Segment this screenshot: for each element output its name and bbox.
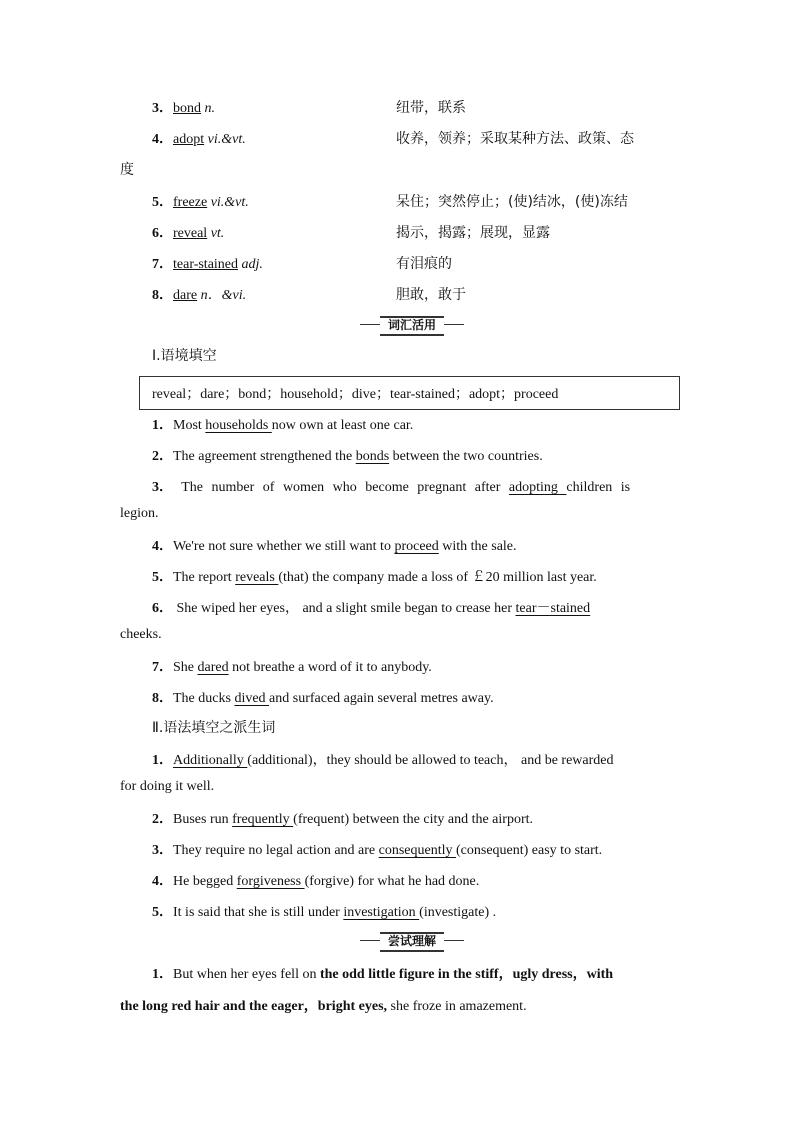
exercise-line: 5．It is said that she is still under investigation (investigate) . — [152, 905, 497, 920]
exercise-line: 4．He begged forgiveness (forgive) for what he had done. — [152, 874, 480, 889]
exercise-line: 4．We're not sure whether we still want to proceed with the sale. — [152, 539, 517, 554]
answer: proceed — [394, 539, 439, 554]
reading-sentence: 1．But when her eyes fell on the odd little figure in the stiff，ugly dress，with — [152, 967, 614, 982]
exercise-line: 5．The report reveals (that) the company made a loss of ￡20 million last year. — [152, 570, 597, 585]
part-of-speech: vi.&vt. — [207, 195, 249, 210]
exercise-line-wrap: legion. — [120, 506, 159, 521]
banner-label: 词汇活用 — [380, 316, 444, 336]
vocab-meaning: 胆敢，敢于 — [396, 287, 466, 303]
answer: dared — [197, 660, 229, 675]
highlighted-phrase: the odd little figure in the stiff，ugly dress，with — [319, 967, 614, 982]
answer: consequently — [378, 843, 456, 858]
word-bank: reveal；dare；bond；household；dive；tear-stained；adopt；proceed — [152, 387, 559, 402]
item-number: 4． — [152, 132, 173, 147]
answer: Additionally — [173, 753, 248, 768]
vocab-word: tear-stained — [173, 257, 239, 272]
highlighted-phrase: the long red hair and the eager，bright eyes, — [120, 999, 388, 1014]
vocab-row — [0, 253, 794, 279]
item-number: 7． — [152, 257, 173, 272]
vocab-row — [0, 97, 794, 123]
exercise-line: 7．She dared not breathe a word of it to anybody. — [152, 660, 432, 675]
exercise-line: 1．Additionally (additional)，they should be allowed to teach， and be rewarded — [152, 753, 614, 768]
part-of-speech: adj. — [238, 257, 263, 272]
banner-label: 尝试理解 — [380, 932, 444, 952]
exercise-line: 2．The agreement strengthened the bonds between the two countries. — [152, 449, 543, 464]
item-number: 3． — [152, 101, 173, 116]
vocab-meaning: 揭示，揭露；展现，显露 — [396, 225, 550, 241]
vocab-meaning: 呆住；突然停止；(使)结冰，(使)冻结 — [396, 194, 628, 210]
answer: investigation — [343, 905, 420, 920]
vocab-row — [0, 222, 794, 248]
item-number: 8． — [152, 288, 173, 303]
exercise-line: 2．Buses run frequently (frequent) between the city and the airport. — [152, 812, 533, 827]
item-number: 6． — [152, 226, 173, 241]
vocab-word: dare — [173, 288, 198, 303]
exercise-line: 3．They require no legal action and are consequently (consequent) easy to start. — [152, 843, 603, 858]
section-title: Ⅰ.语境填空 — [152, 348, 217, 364]
reading-sentence-wrap: the long red hair and the eager，bright eyes, she froze in amazement. — [120, 999, 527, 1014]
section-banner — [360, 932, 464, 950]
exercise-line: 3． The number of women who become pregnant after adopting children is — [152, 480, 631, 495]
vocab-meaning: 纽带，联系 — [396, 100, 466, 116]
exercise-line: 8．The ducks dived and surfaced again several metres away. — [152, 691, 494, 706]
vocab-word: adopt — [173, 132, 205, 147]
answer: forgiveness — [236, 874, 305, 889]
vocab-meaning-wrap: 度 — [120, 162, 134, 178]
answer: households — [205, 418, 272, 433]
word-bank-box — [139, 376, 680, 410]
vocab-row — [0, 191, 794, 217]
vocab-word: freeze — [173, 195, 208, 210]
answer: bonds — [355, 449, 390, 464]
part-of-speech: n．&vi. — [197, 288, 247, 303]
section-title: Ⅱ.语法填空之派生词 — [152, 720, 276, 736]
vocab-meaning: 有泪痕的 — [396, 256, 452, 272]
exercise-line-wrap: for doing it well. — [120, 779, 215, 794]
answer: frequently — [232, 812, 294, 827]
vocab-word: reveal — [173, 226, 208, 241]
exercise-line: 6． She wiped her eyes， and a slight smile began to crease her tear－stained — [152, 601, 591, 616]
vocab-word: bond — [173, 101, 201, 116]
exercise-line: 1．Most households now own at least one car. — [152, 418, 414, 433]
answer: adopting — [508, 480, 567, 495]
vocab-row — [0, 128, 794, 154]
part-of-speech: n. — [201, 101, 215, 116]
vocab-meaning: 收养，领养；采取某种方法、政策、态 — [396, 131, 634, 147]
item-number: 5． — [152, 195, 173, 210]
answer: reveals — [235, 570, 279, 585]
answer: tear－stained — [515, 601, 591, 616]
section-banner — [360, 316, 464, 334]
part-of-speech: vt. — [207, 226, 225, 241]
answer: dived — [234, 691, 270, 706]
part-of-speech: vi.&vt. — [204, 132, 246, 147]
exercise-line-wrap: cheeks. — [120, 627, 162, 642]
vocab-row — [0, 284, 794, 310]
